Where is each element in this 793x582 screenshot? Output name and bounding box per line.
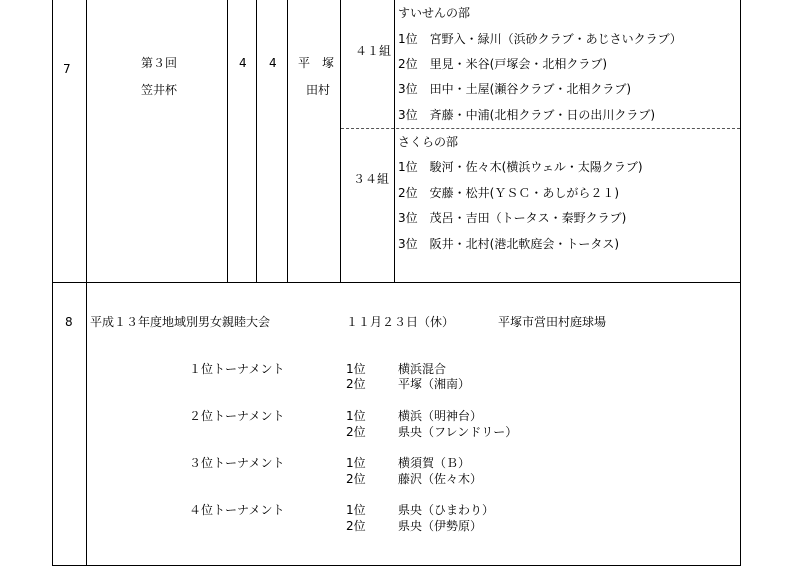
division-result: 2位 里見・米谷(戸塚会・北相クラブ) <box>398 57 607 71</box>
row-number: 8 <box>65 315 73 329</box>
table-border-left <box>52 0 53 566</box>
tournament-name: ３位トーナメント <box>189 456 285 470</box>
second-rank: 2位 <box>346 377 366 391</box>
division-pairs: ４１組 <box>355 44 392 58</box>
first-place: 横浜（明神台） <box>398 409 483 423</box>
second-place: 平塚（湘南） <box>398 377 471 391</box>
division-result: 3位 阪井・北村(港北軟庭会・トータス) <box>398 237 619 251</box>
venue-line1: 平 塚 <box>298 56 335 70</box>
second-rank: 2位 <box>346 519 366 533</box>
column-divider-venue <box>340 0 341 283</box>
column-divider-count-a <box>256 0 257 283</box>
division-result: 3位 斉藤・中浦(北相クラブ・日の出川クラブ) <box>398 108 655 122</box>
division-result: 3位 田中・土屋(瀬谷クラブ・北相クラブ) <box>398 82 631 96</box>
row-divider <box>52 282 741 283</box>
first-place: 横須賀（Ｂ） <box>398 456 471 470</box>
first-place: 県央（ひまわり） <box>398 503 495 517</box>
event-venue: 平塚市営田村庭球場 <box>498 315 607 329</box>
count-b: 4 <box>269 56 277 70</box>
column-divider-event <box>227 0 228 283</box>
division-divider <box>341 128 740 129</box>
division-result: 2位 安藤・松井(ＹＳＣ・あしがら２１) <box>398 186 619 200</box>
tournament-name: ４位トーナメント <box>189 503 285 517</box>
second-rank: 2位 <box>346 472 366 486</box>
first-rank: 1位 <box>346 503 366 517</box>
event-date: １１月２３日（休） <box>346 315 455 329</box>
division-name: さくらの部 <box>398 135 459 149</box>
event-title: 平成１３年度地域別男女親睦大会 <box>90 315 271 329</box>
second-rank: 2位 <box>346 425 366 439</box>
second-place: 県央（伊勢原） <box>398 519 483 533</box>
event-name-line1: 第３回 <box>141 56 178 70</box>
division-result: 1位 駿河・佐々木(横浜ウェル・太陽クラブ) <box>398 160 643 174</box>
table-border-bottom <box>52 565 741 566</box>
second-place: 藤沢（佐々木） <box>398 472 483 486</box>
count-a: 4 <box>239 56 247 70</box>
event-name-line2: 笠井杯 <box>141 83 178 97</box>
division-result: 3位 茂呂・吉田（トータス・秦野クラブ) <box>398 211 627 225</box>
first-place: 横浜混合 <box>398 362 447 376</box>
first-rank: 1位 <box>346 456 366 470</box>
row-number: 7 <box>63 62 71 76</box>
column-divider-pairs <box>394 0 395 283</box>
column-divider-number <box>86 0 87 566</box>
division-pairs: ３４組 <box>353 172 390 186</box>
first-rank: 1位 <box>346 409 366 423</box>
table-border-right <box>740 0 741 566</box>
tournament-name: １位トーナメント <box>189 362 285 376</box>
first-rank: 1位 <box>346 362 366 376</box>
division-result: 1位 宮野入・緑川（浜砂クラブ・あじさいクラブ） <box>398 32 682 46</box>
tournament-name: ２位トーナメント <box>189 409 285 423</box>
venue-line2: 田村 <box>306 83 331 97</box>
division-name: すいせんの部 <box>398 6 471 20</box>
second-place: 県央（フレンドリー） <box>398 425 518 439</box>
column-divider-count-b <box>287 0 288 283</box>
